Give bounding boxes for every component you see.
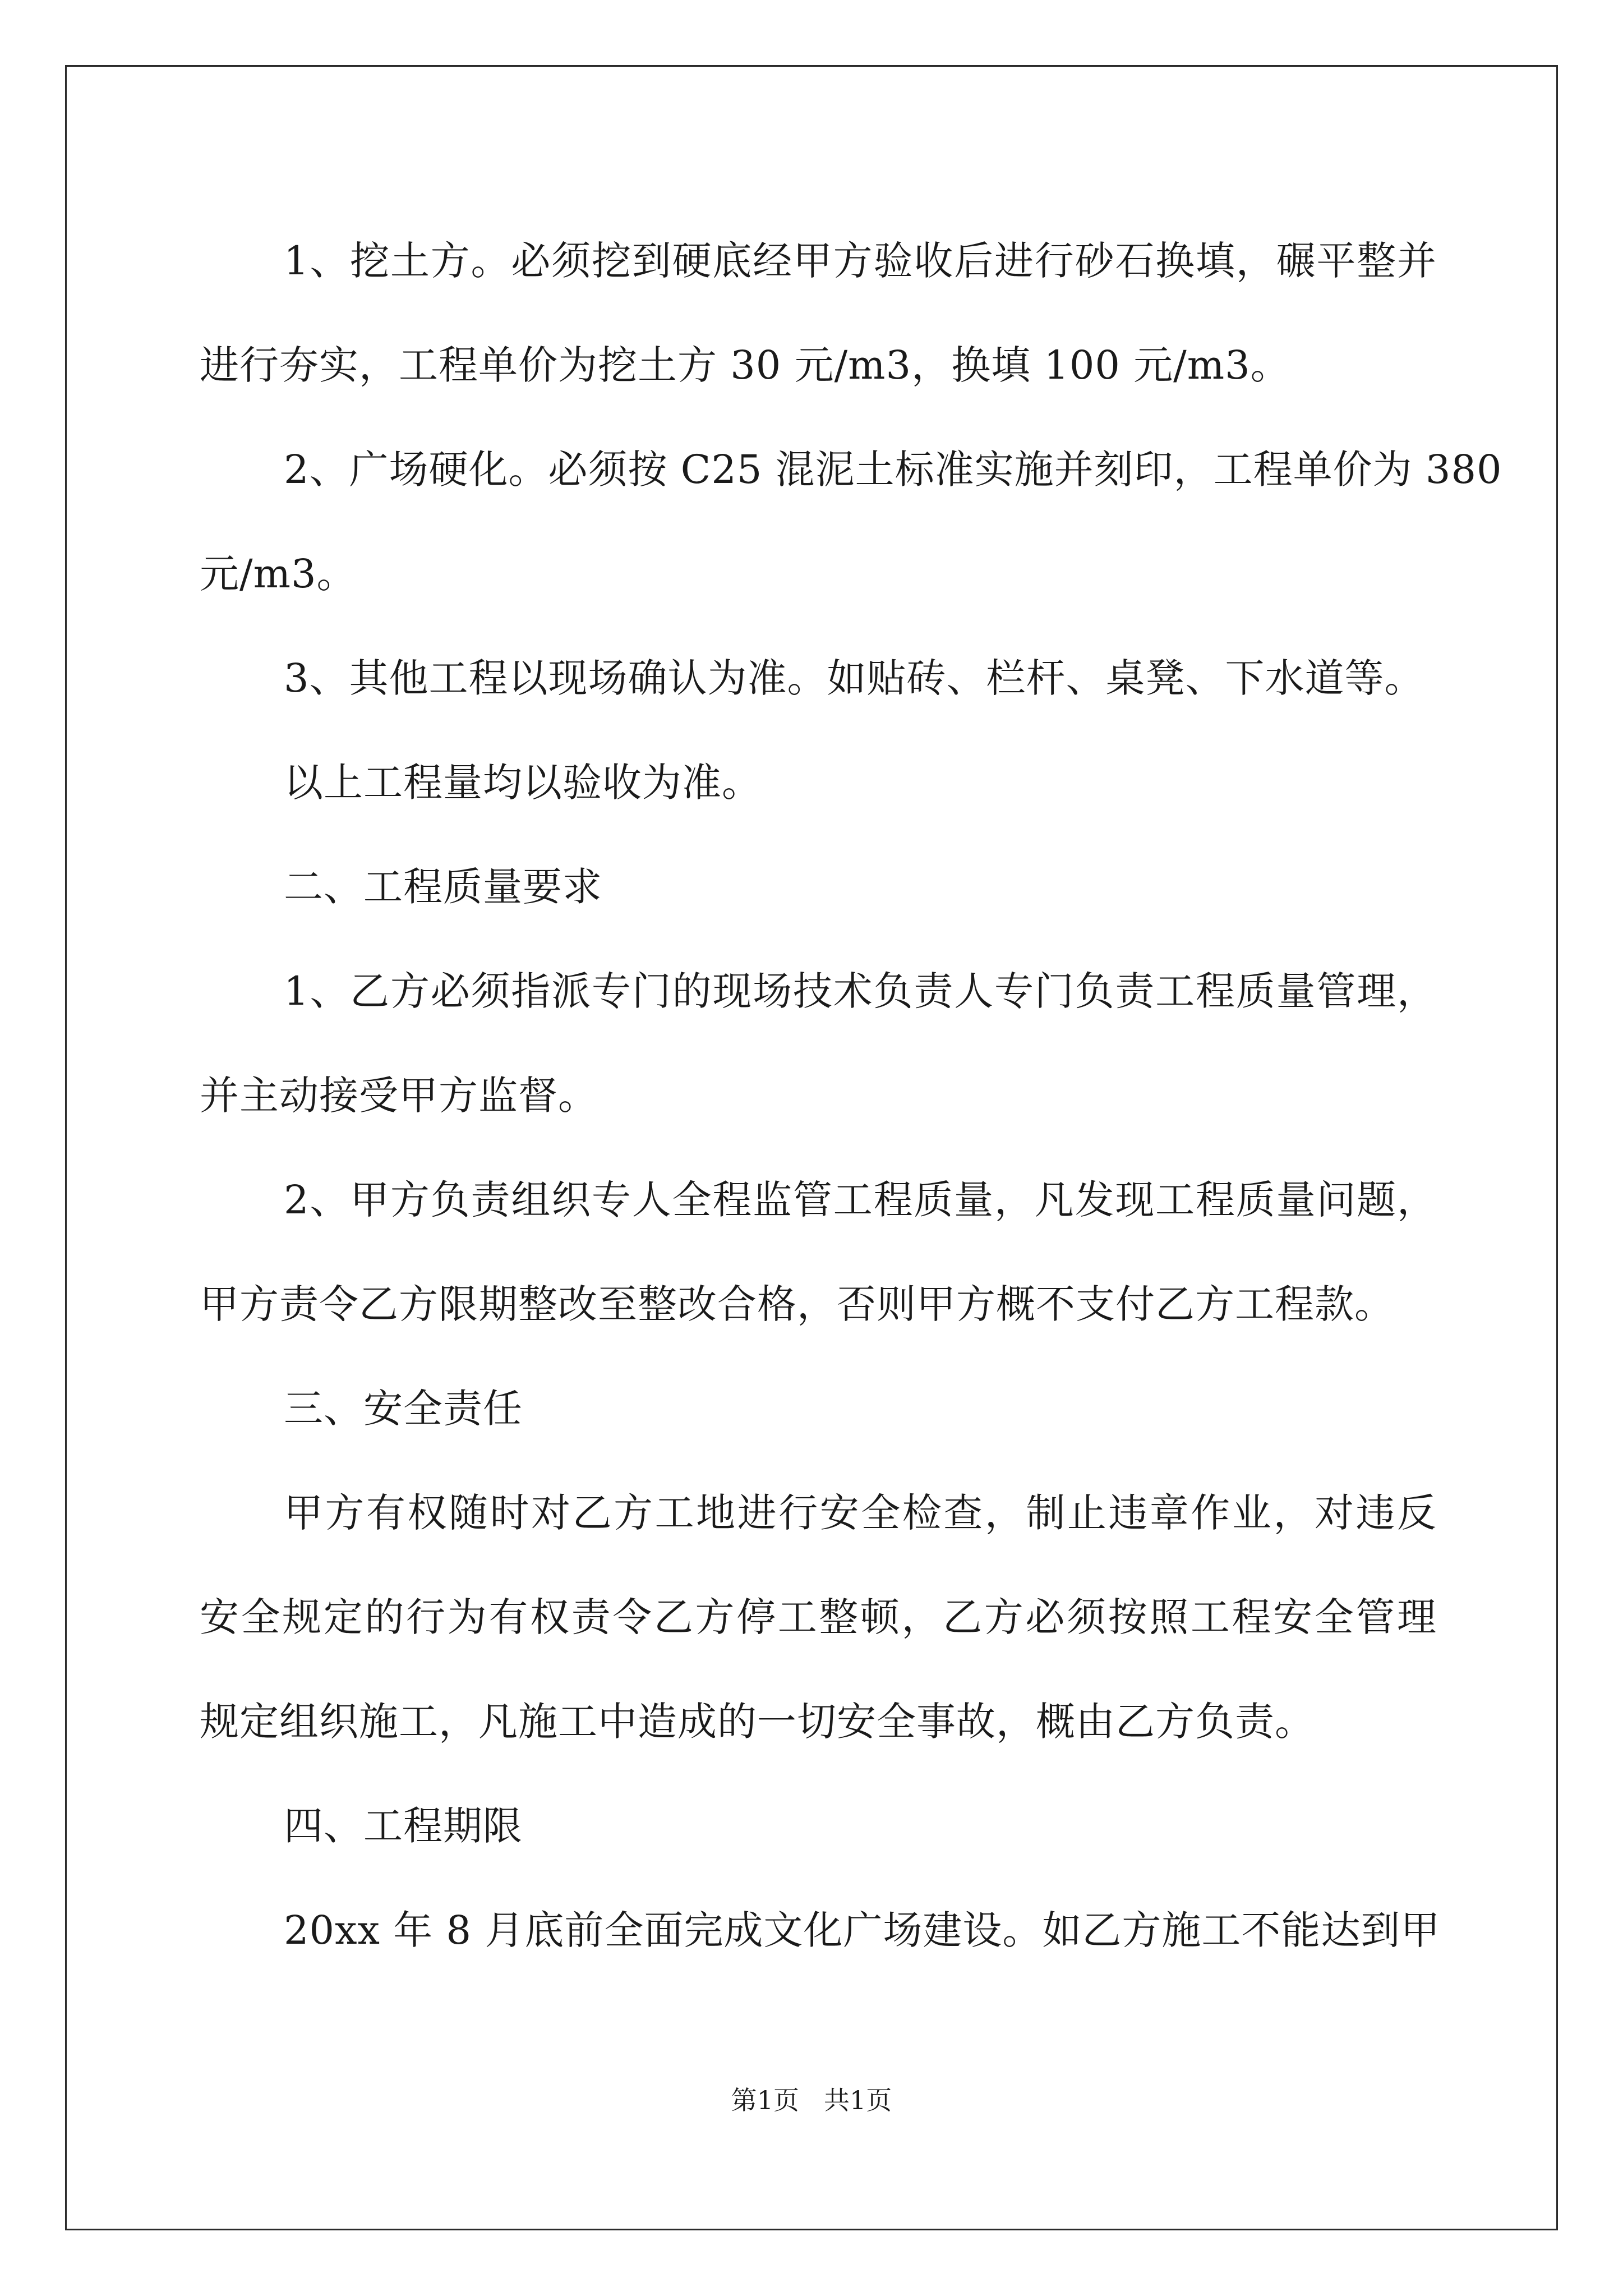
paragraph-line: 进行夯实，工程单价为挖土方 30 元/m3，换填 100 元/m3。 [200, 342, 1290, 388]
page-number-current: 第1页 [731, 2085, 799, 2115]
paragraph-line: 20xx 年 8 月底前全面完成文化广场建设。如乙方施工不能达到甲 [284, 1907, 1441, 1953]
paragraph-line: 安全规定的行为有权责令乙方停工整顿，乙方必须按照工程安全管理 [200, 1594, 1437, 1640]
paragraph-line: 规定组织施工，凡施工中造成的一切安全事故，概由乙方负责。 [200, 1699, 1315, 1745]
paragraph-line: 2、甲方负责组织专人全程监管工程质量，凡发现工程质量问题， [284, 1177, 1437, 1223]
paragraph-line: 甲方有权随时对乙方工地进行安全检查，制止违章作业，对违反 [284, 1490, 1437, 1536]
section-heading: 二、工程质量要求 [284, 864, 602, 910]
paragraph-line: 1、乙方必须指派专门的现场技术负责人专门负责工程质量管理， [284, 968, 1437, 1014]
section-heading: 三、安全责任 [284, 1386, 523, 1432]
paragraph-line: 3、其他工程以现场确认为准。如贴砖、栏杆、桌凳、下水道等。 [284, 655, 1424, 701]
paragraph-line: 1、挖土方。必须挖到硬底经甲方验收后进行砂石换填，碾平整并 [284, 238, 1437, 284]
section-heading: 四、工程期限 [284, 1803, 523, 1849]
paragraph-line: 元/m3。 [200, 551, 357, 597]
document-body [200, 209, 1502, 1982]
page-number-total: 共1页 [824, 2085, 892, 2115]
paragraph-line: 甲方责令乙方限期整改至整改合格，否则甲方概不支付乙方工程款。 [200, 1281, 1394, 1327]
paragraph-line: 2、广场硬化。必须按 C25 混泥土标准实施并刻印，工程单价为 380 [284, 447, 1502, 493]
paragraph-line: 以上工程量均以验收为准。 [284, 760, 762, 806]
page-footer [0, 2083, 1623, 2117]
paragraph-line: 并主动接受甲方监督。 [200, 1073, 598, 1119]
